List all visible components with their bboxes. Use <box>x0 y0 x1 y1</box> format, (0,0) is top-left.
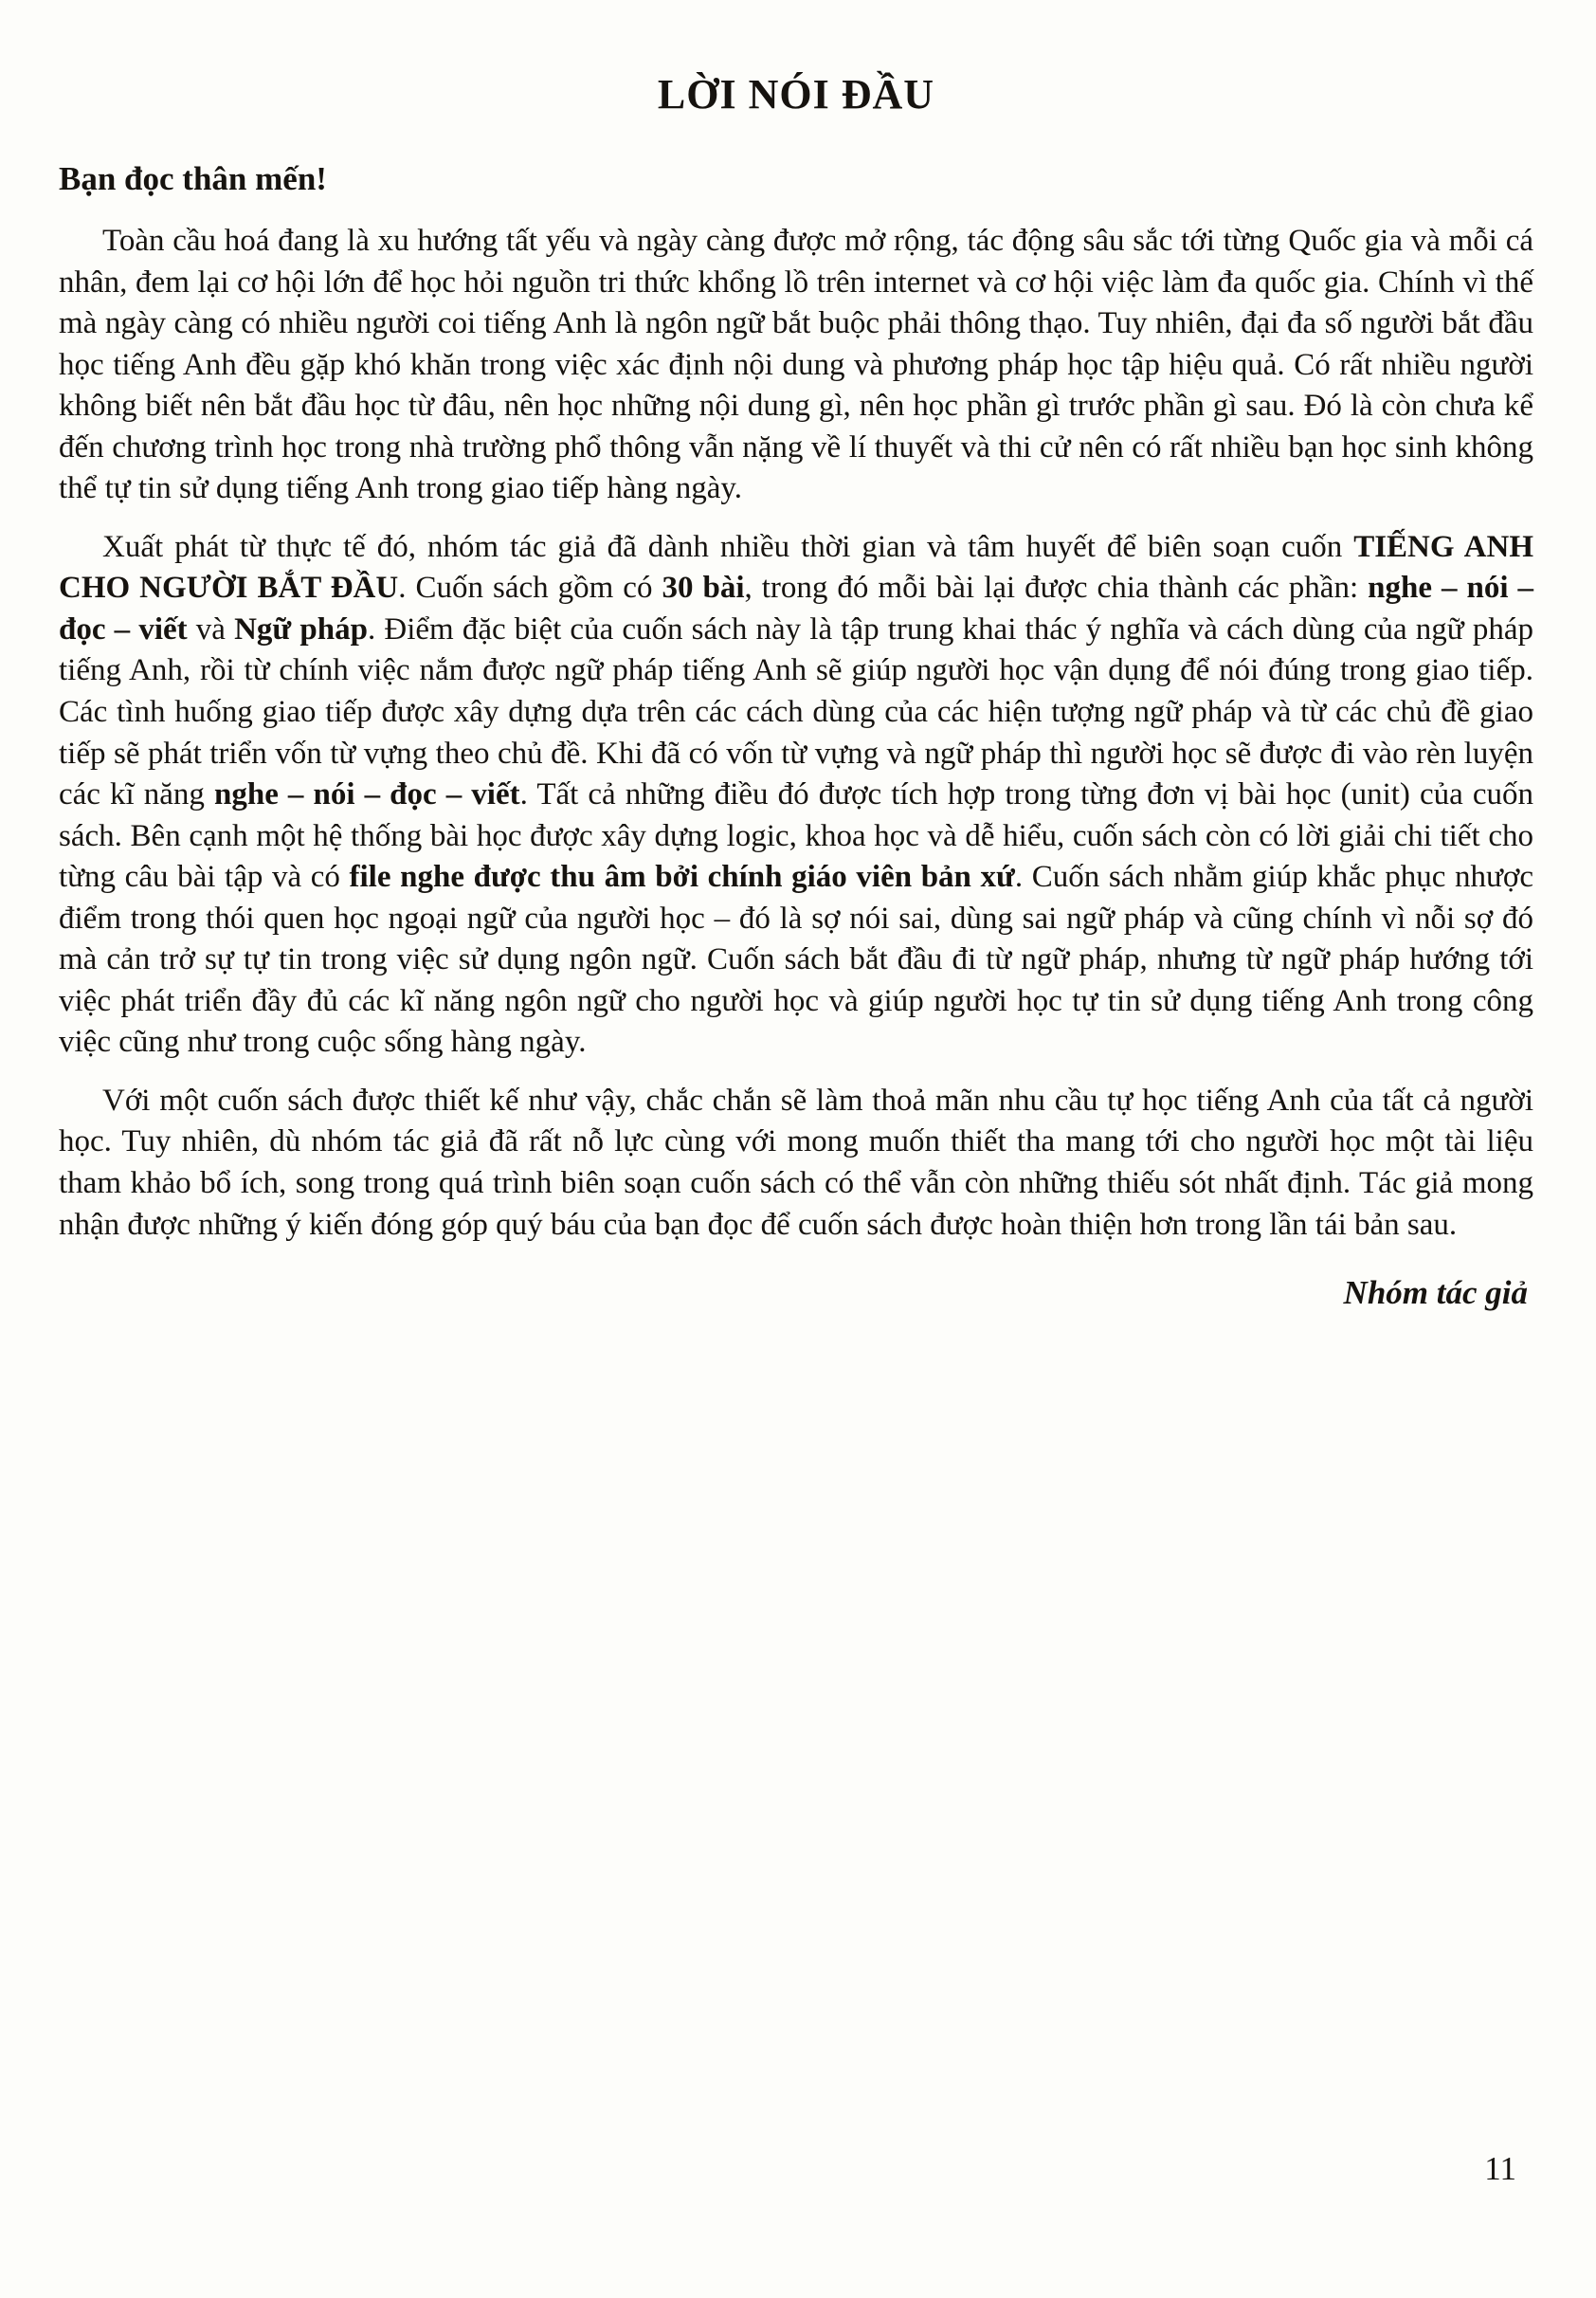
paragraph-book-description: Xuất phát từ thực tế đó, nhóm tác giả đã dành nhiều thời gian và tâm huyết để biên soạn cuốn TIẾNG ANH CHO NGƯỜI BẮT ĐẦU. Cuốn sách gồm có 30 bài, trong đó mỗi bài lại được chia thành các phần: nghe – nói – đọc – viết và Ngữ pháp. Điểm đặc biệt của cuốn sách này là tập trung khai thác ý nghĩa và cách dùng của ngữ pháp tiếng Anh, rồi từ chính việc nắm được ngữ pháp tiếng Anh sẽ giúp người học vận dụng để nói đúng trong giao tiếp. Các tình huống giao tiếp được xây dựng dựa trên các cách dùng của các hiện tượng ngữ pháp và từ các chủ đề giao tiếp sẽ phát triển vốn từ vựng theo chủ đề. Khi đã có vốn từ vựng và ngữ pháp thì người học sẽ được đi vào rèn luyện các kĩ năng nghe – nói – đọc – viết. Tất cả những điều đó được tích hợp trong từng đơn vị bài học (unit) của cuốn sách. Bên cạnh một hệ thống bài học được xây dựng logic, khoa học và dễ hiểu, cuốn sách còn có lời giải chi tiết cho từng câu bài tập và có file nghe được thu âm bởi chính giáo viên bản xứ. Cuốn sách nhằm giúp khắc phục nhược điểm trong thói quen học ngoại ngữ của người học – đó là sợ nói sai, dùng sai ngữ pháp và cũng chính vì nỗi sợ đó mà cản trở sự tự tin trong việc sử dụng ngôn ngữ. Cuốn sách bắt đầu đi từ ngữ pháp, nhưng từ ngữ pháp hướng tới việc phát triển đầy đủ các kĩ năng ngôn ngữ cho người học và giúp người học tự tin sử dụng tiếng Anh trong công việc cũng như trong cuộc sống hàng ngày. <box>59 529 1534 1060</box>
reader-greeting: Bạn đọc thân mến! <box>59 160 327 197</box>
page-title: LỜI NÓI ĐẦU <box>657 71 935 118</box>
paragraph-intro: Toàn cầu hoá đang là xu hướng tất yếu và ngày càng được mở rộng, tác động sâu sắc tới từng Quốc gia và mỗi cá nhân, đem lại cơ hội lớn để học hỏi nguồn tri thức khổng lồ trên internet và cơ hội việc làm đa quốc gia. Chính vì thế mà ngày càng có nhiều người coi tiếng Anh là ngôn ngữ bắt buộc phải thông thạo. Tuy nhiên, đại đa số người bắt đầu học tiếng Anh đều gặp khó khăn trong việc xác định nội dung và phương pháp học tập hiệu quả. Có rất nhiều người không biết nên bắt đầu học từ đâu, nên học những nội dung gì, nên học phần gì trước phần gì sau. Đó là còn chưa kể đến chương trình học trong nhà trường phổ thông vẫn nặng về lí thuyết và thi cử nên có rất nhiều bạn học sinh không thể tự tin sử dụng tiếng Anh trong giao tiếp hàng ngày. <box>59 224 1533 506</box>
author-signature: Nhóm tác giả <box>1343 1274 1528 1312</box>
paragraph-closing: Với một cuốn sách được thiết kế như vậy, chắc chắn sẽ làm thoả mãn nhu cầu tự học tiếng Anh của tất cả người học. Tuy nhiên, dù nhóm tác giả đã rất nỗ lực cùng với mong muốn thiết tha mang tới cho người học một tài liệu tham khảo bổ ích, song trong quá trình biên soạn cuốn sách có thể vẫn còn những thiếu sót nhất định. Tác giả mong nhận được những ý kiến đóng góp quý báu của bạn đọc để cuốn sách được hoàn thiện hơn trong lần tái bản sau. <box>59 1083 1533 1242</box>
page-number: 11 <box>1484 2150 1516 2187</box>
